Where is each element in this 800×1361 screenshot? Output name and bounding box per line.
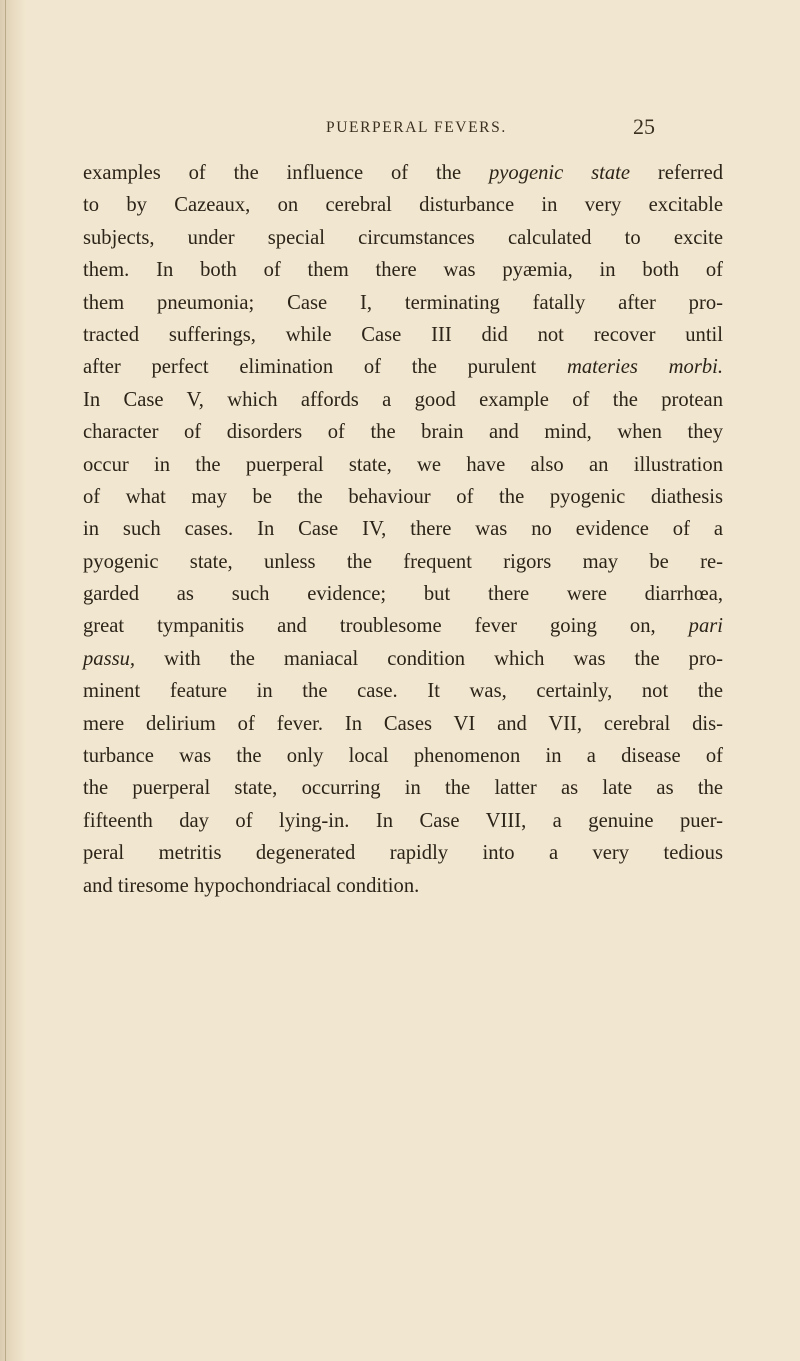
running-head (0, 114, 800, 143)
text-line (83, 805, 723, 837)
text-run: minent feature in the case. It was, certainly, not the (83, 680, 723, 703)
text-line (83, 157, 723, 189)
text-run: pyogenic state, unless the frequent rigors may be re- (83, 550, 723, 573)
text-run: them pneumonia; Case I, terminating fatally after pro- (83, 291, 723, 314)
text-line (83, 513, 723, 545)
text-line (83, 287, 723, 319)
text-line (83, 643, 723, 675)
text-run: tracted sufferings, while Case III did not recover until (83, 323, 723, 346)
italic-text: passu, (83, 647, 136, 670)
text-run: and tiresome hypochondriacal condition. (83, 874, 420, 897)
text-line (83, 578, 723, 610)
text-run: after perfect elimination of the purulent (83, 356, 567, 379)
text-line (83, 254, 723, 286)
text-run: mere delirium of fever. In Cases VI and VII, cerebral dis- (83, 712, 723, 735)
text-run: with the maniacal condition which was the pro- (135, 647, 723, 670)
text-run: In Case V, which affords a good example of the protean (83, 388, 723, 411)
text-line (83, 772, 723, 804)
text-run: character of disorders of the brain and mind, when they (83, 421, 723, 444)
italic-text: pyogenic state (488, 162, 631, 184)
text-run: them. In both of them there was pyæmia, in both of (83, 259, 723, 282)
page-number: 25 (633, 114, 655, 139)
text-run: examples of the influence of the (83, 162, 489, 184)
text-line (83, 481, 723, 513)
text-line (83, 384, 723, 416)
text-line (83, 416, 723, 448)
text-run: fifteenth day of lying-in. In Case VIII, a genuine puer- (83, 809, 723, 832)
text-run: peral metritis degenerated rapidly into a very tedious (83, 842, 723, 865)
text-line (83, 546, 723, 578)
text-line (83, 740, 723, 772)
text-run: in such cases. In Case IV, there was no evidence of a (83, 518, 723, 541)
text-run: turbance was the only local phenomenon in a disease of (83, 745, 723, 768)
page-gutter-shadow (0, 0, 26, 1361)
text-line (83, 870, 723, 902)
text-line (83, 837, 723, 869)
italic-text: pari (688, 615, 723, 638)
text-line (83, 189, 723, 221)
text-line (83, 708, 723, 740)
italic-text: materies morbi. (567, 356, 724, 379)
text-run: great tympanitis and troublesome fever going on, (83, 615, 689, 638)
text-run: to by Cazeaux, on cerebral disturbance in very excitable (83, 194, 723, 217)
body-text (83, 157, 723, 902)
running-title: PUERPERAL FEVERS. (326, 119, 507, 136)
text-run: of what may be the behaviour of the pyogenic diathesis (83, 485, 723, 508)
text-run: occur in the puerperal state, we have also an illustration (83, 453, 723, 476)
text-run: referred (630, 162, 724, 184)
text-line (83, 222, 723, 254)
page-edge-line (5, 0, 6, 1361)
text-line (83, 675, 723, 707)
text-run: garded as such evidence; but there were diarrhœa, (83, 583, 723, 606)
text-run: the puerperal state, occurring in the latter as late as the (83, 777, 723, 800)
text-line (83, 449, 723, 481)
text-line (83, 610, 723, 642)
text-line (83, 319, 723, 351)
text-line (83, 351, 723, 383)
text-run: subjects, under special circumstances calculated to excite (83, 226, 723, 249)
